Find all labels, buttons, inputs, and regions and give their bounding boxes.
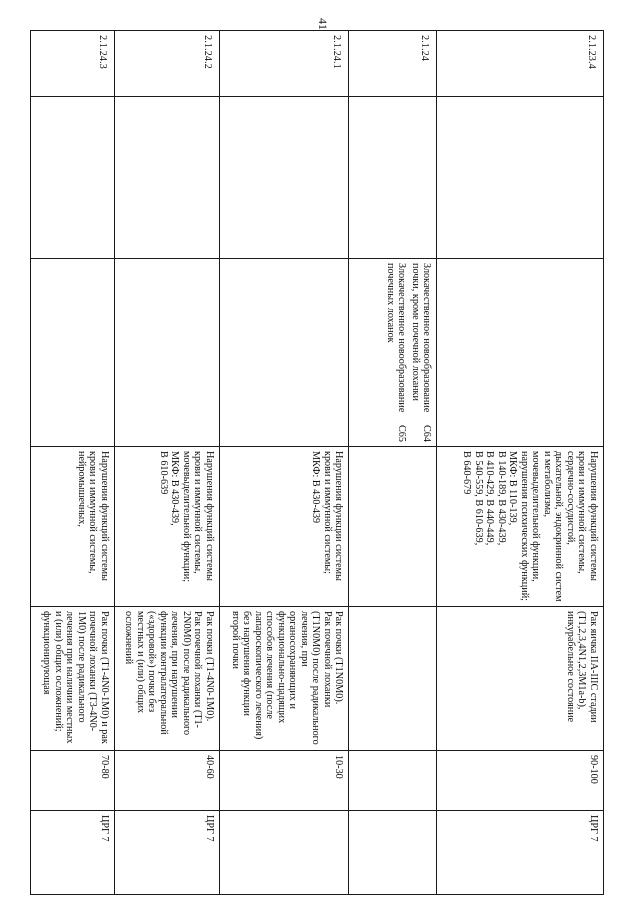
impairment-cell: Нарушения функции системы крови и иммунной системы; МКФ: В 430-439: [219, 447, 348, 607]
group-cell: ЦРГ 7: [437, 811, 604, 895]
disease-cell: [31, 259, 115, 447]
icd-code: C65: [396, 425, 408, 442]
disability-criteria-table: [30, 30, 604, 895]
group-cell: [219, 811, 348, 895]
empty-cell: [114, 97, 219, 259]
empty-cell: [349, 97, 437, 259]
table-row: [219, 31, 348, 895]
impairment-cell: Нарушения функций системы крови и иммунной системы, нейромышечных,: [31, 447, 115, 607]
disease-cell: [437, 259, 604, 447]
disease-name: Злокачественное новообразование почки, кроме почечной лоханки: [409, 263, 433, 413]
percent-cell: [349, 751, 437, 811]
rotated-table-container: [30, 30, 604, 894]
percent-cell: 90-100: [437, 751, 604, 811]
group-cell: ЦРГ 7: [114, 811, 219, 895]
row-code: 2.1.24.2: [114, 31, 219, 97]
condition-cell: Рак почки (T1-4N0-1M0) и рак почечной лоханки (T3-4N0-1M0) после радикального лечения при наличии местных и (или) общих осложнений; функционирующая: [31, 607, 115, 751]
impairment-cell: Нарушения функций системы крови и иммунной системы, мочевыделительной функции; МКФ: В 430-439, В 610-639: [114, 447, 219, 607]
disease-cell: [219, 259, 348, 447]
disease-name: Злокачественное новообразование почечных лоханок: [384, 263, 408, 413]
condition-cell: [349, 607, 437, 751]
table-row: [31, 31, 115, 895]
empty-cell: [437, 97, 604, 259]
condition-cell: Рак почки (T1N0M0). Рак почечной лоханки (T1N0M0) после радикального лечения, при органосохраняющих и функционально-щадящих способов лечения (после лапароскопического лечения) без нарушения функции второй почки: [219, 607, 348, 751]
row-code: 2.1.23.4: [437, 31, 604, 97]
empty-cell: [219, 97, 348, 259]
table-row: [437, 31, 604, 895]
percent-cell: 40-60: [114, 751, 219, 811]
disease-cell: [114, 259, 219, 447]
condition-cell: Рак почки (T1-4N0-1M0). Рак почечной лоханки (T1-2N0M0) после радикального лечения, при нарушении функции контралатеральной («здоровой») почки без местных и (или) общих осложнений: [114, 607, 219, 751]
disease-cell: [349, 259, 437, 447]
condition-cell: Рак яичка IIA-IIIC стадии (T1,2,3,4N1,2,3M1a-b), инкурабельное состояние: [437, 607, 604, 751]
table-row: [114, 31, 219, 895]
impairment-cell: [349, 447, 437, 607]
empty-cell: [31, 97, 115, 259]
impairment-cell: Нарушения функций системы крови и иммунной системы, сердечно-сосудистой, дыхательной, эндокринной систем и метаболизма, мочевыделительной функции, нарушения психических функций; МКФ: В 110-139, В 140-189, В 430-439, В 410-429, В 440-449, В 540-559, В 610-639, В 640-679: [437, 447, 604, 607]
icd-code: C64: [421, 425, 433, 442]
row-code: 2.1.24.1: [219, 31, 348, 97]
percent-cell: 70-80: [31, 751, 115, 811]
row-code: 2.1.24.3: [31, 31, 115, 97]
percent-cell: 10-30: [219, 751, 348, 811]
row-code: 2.1.24: [349, 31, 437, 97]
table-row: [349, 31, 437, 895]
page-number: 41: [316, 18, 330, 30]
group-cell: [349, 811, 437, 895]
group-cell: ЦРГ 7: [31, 811, 115, 895]
